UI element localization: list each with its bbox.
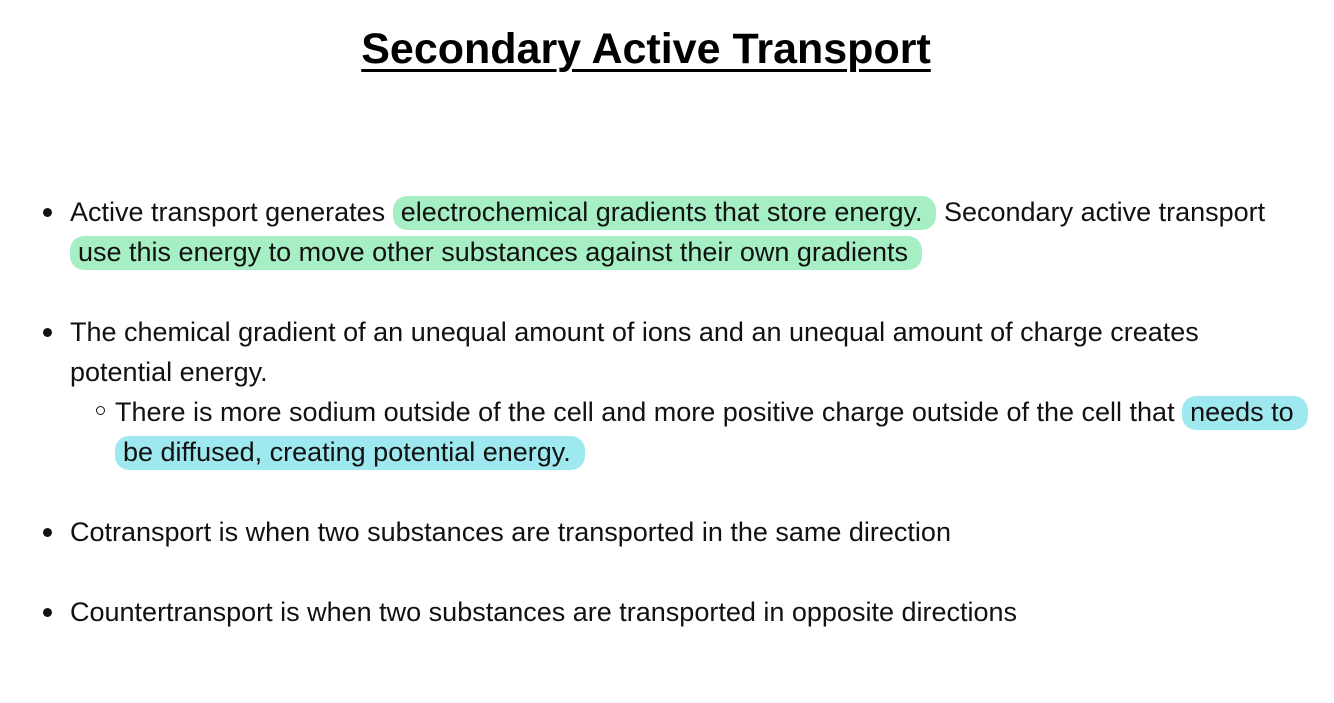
highlighted-text: needs to be diffused, creating potential energy. bbox=[115, 396, 1308, 470]
bullet-text: The chemical gradient of an unequal amount of ions and an unequal amount of charge creates potential energy. bbox=[70, 317, 1199, 387]
bullet-text: Countertransport is when two substances are transported in opposite directions bbox=[70, 597, 1018, 627]
bullet-list bbox=[0, 192, 1334, 672]
bullet-text: Active transport generates bbox=[70, 197, 386, 227]
list-item bbox=[0, 312, 1334, 472]
highlighted-text: use this energy to move other substances against their own gradients bbox=[70, 236, 922, 270]
bullet-text: Secondary active transport bbox=[943, 197, 1266, 227]
bullet-dot-icon bbox=[43, 528, 52, 537]
list-item bbox=[0, 512, 1334, 552]
bullet-dot-icon bbox=[43, 328, 52, 337]
bullet-circle-icon bbox=[96, 406, 105, 415]
bullet-dot-icon bbox=[43, 608, 52, 617]
highlighted-text: electrochemical gradients that store energy. bbox=[393, 196, 937, 230]
sub-list-item bbox=[70, 392, 1294, 472]
bullet-dot-icon bbox=[43, 208, 52, 217]
bullet-text: Cotransport is when two substances are transported in the same direction bbox=[70, 517, 951, 547]
page-title: Secondary Active Transport bbox=[361, 25, 931, 73]
list-item bbox=[0, 592, 1334, 632]
sub-bullet-text: There is more sodium outside of the cell and more positive charge outside of the cell that bbox=[115, 397, 1175, 427]
list-item bbox=[0, 192, 1334, 272]
